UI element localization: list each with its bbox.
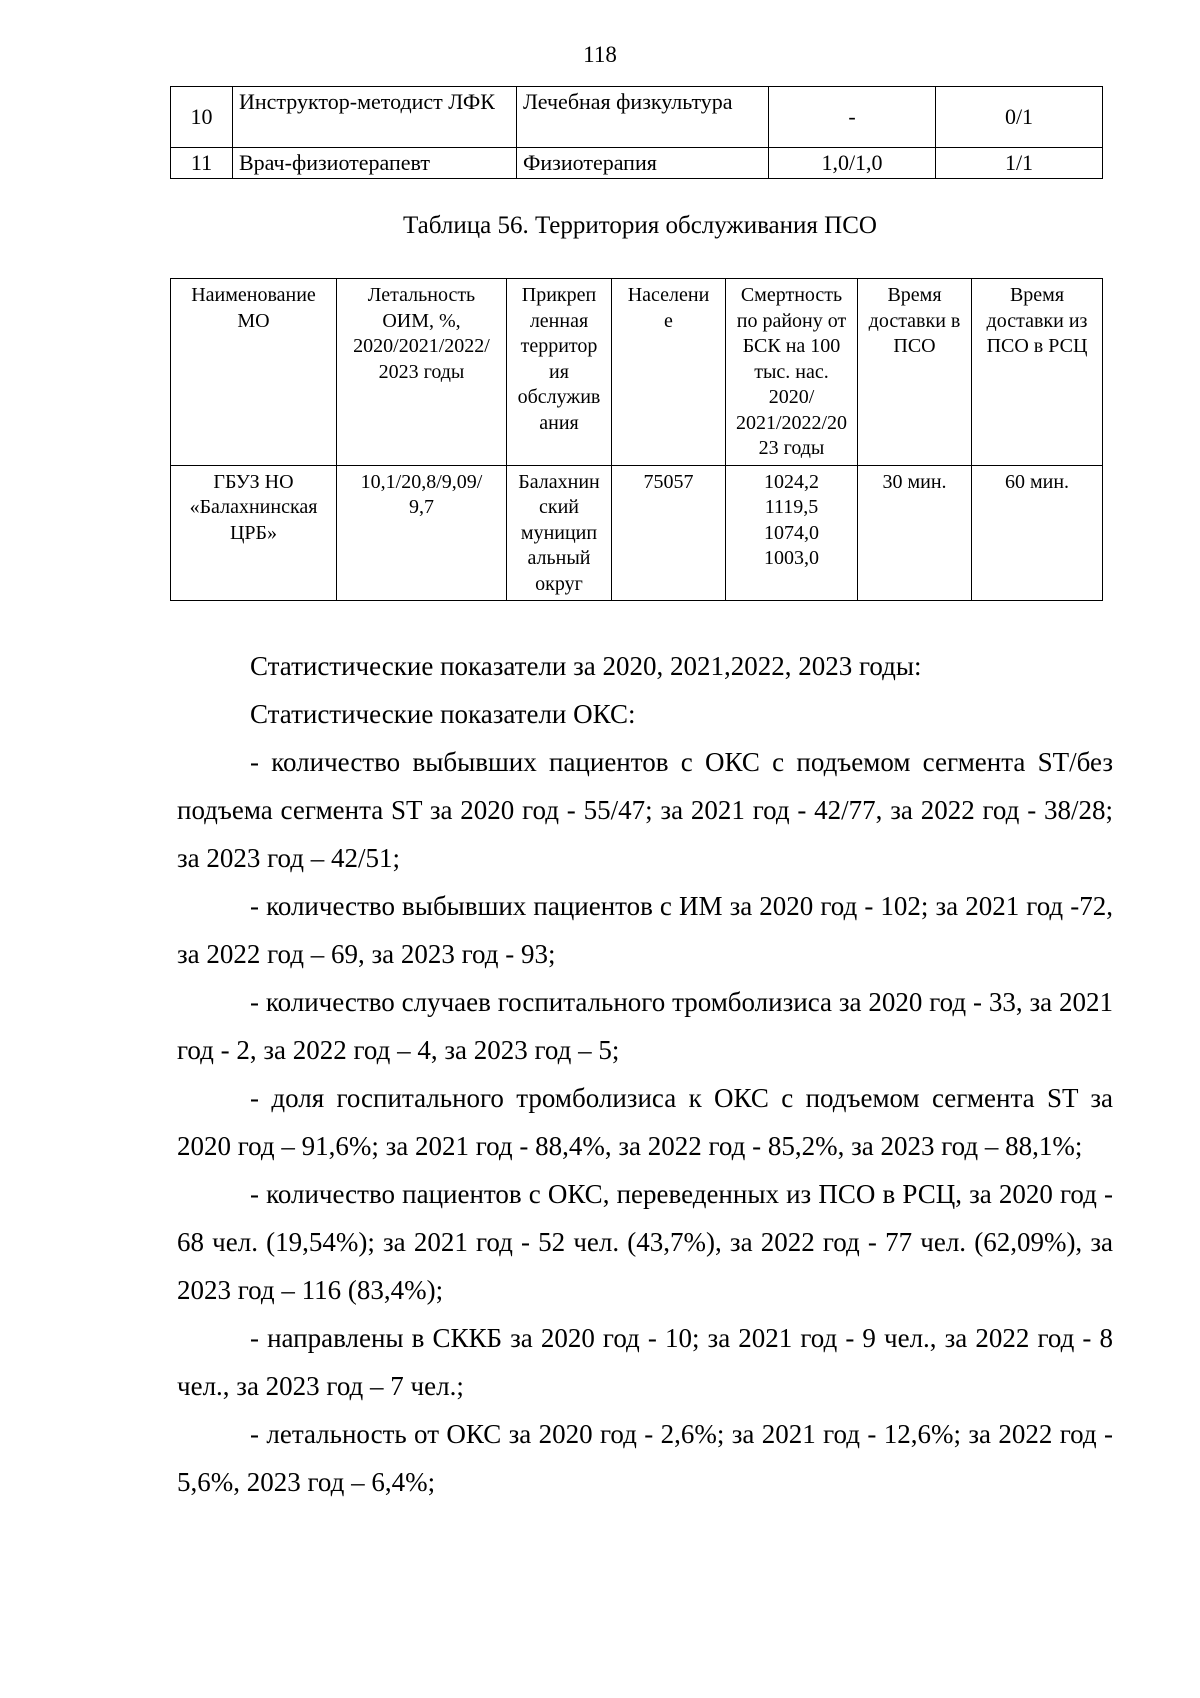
header-bsk-mortality: Смертность по району от БСК на 100 тыс. нас. 2020/ 2021/2022/20 23 годы — [726, 279, 858, 466]
header-delivery-to-rsc: Время доставки из ПСО в РСЦ — [972, 279, 1103, 466]
cell-delivery-to-rsc: 60 мин. — [972, 465, 1103, 601]
body-text — [177, 642, 1113, 1506]
paragraph: - количество пациентов с ОКС, переведенных из ПСО в РСЦ, за 2020 год - 68 чел. (19,54%); за 2021 год - 52 чел. (43,7%), за 2022 год - 77 чел. (62,09%), за 2023 год – 116 (83,4%); — [177, 1179, 1113, 1305]
page-number: 118 — [583, 42, 617, 67]
header-territory: Прикреп ленная территор ия обслужив ания — [507, 279, 612, 466]
table-row — [171, 87, 1103, 148]
table-caption: Таблица 56. Территория обслуживания ПСО — [403, 212, 877, 239]
table-header-row — [171, 279, 1103, 466]
header-mo-name: Наименование МО — [171, 279, 337, 466]
table-row — [171, 465, 1103, 601]
specialty-cell: Лечебная физкультура — [517, 87, 769, 148]
table-row — [171, 148, 1103, 179]
specialty-cell: Физиотерапия — [517, 148, 769, 179]
position-cell: Инструктор-методист ЛФК — [233, 87, 517, 148]
paragraph: - количество выбывших пациентов с ОКС с подъемом сегмента ST/без подъема сегмента ST за 2020 год - 55/47; за 2021 год - 42/77, за 2022 год - 38/28; за 2023 год – 42/51; — [177, 747, 1113, 873]
count-cell: 1/1 — [936, 148, 1103, 179]
row-number: 10 — [171, 87, 233, 148]
header-mortality-oim: Летальность ОИМ, %, 2020/2021/2022/ 2023 годы — [337, 279, 507, 466]
paragraph: - направлены в СККБ за 2020 год - 10; за 2021 год - 9 чел., за 2022 год - 8 чел., за 2023 год – 7 чел.; — [177, 1323, 1113, 1401]
paragraph: Статистические показатели за 2020, 2021,2022, 2023 годы: — [250, 651, 922, 681]
paragraph: - доля госпитального тромболизиса к ОКС с подъемом сегмента ST за 2020 год – 91,6%; за 2021 год - 88,4%, за 2022 год - 85,2%, за 2023 год – 88,1%; — [177, 1083, 1113, 1161]
rate-cell: - — [769, 87, 936, 148]
header-delivery-to-pso: Время доставки в ПСО — [858, 279, 972, 466]
paragraph: - количество случаев госпитального тромболизиса за 2020 год - 33, за 2021 год - 2, за 2022 год – 4, за 2023 год – 5; — [177, 987, 1113, 1065]
position-cell: Врач-физиотерапевт — [233, 148, 517, 179]
cell-mo-name: ГБУЗ НО «Балахнинская ЦРБ» — [171, 465, 337, 601]
cell-bsk-mortality: 1024,2 1119,5 1074,0 1003,0 — [726, 465, 858, 601]
paragraph: - количество выбывших пациентов с ИМ за 2020 год - 102; за 2021 год -72, за 2022 год – 69, за 2023 год - 93; — [177, 891, 1113, 969]
row-number: 11 — [171, 148, 233, 179]
cell-delivery-to-pso: 30 мин. — [858, 465, 972, 601]
count-cell: 0/1 — [936, 87, 1103, 148]
rate-cell: 1,0/1,0 — [769, 148, 936, 179]
cell-population: 75057 — [612, 465, 726, 601]
paragraph: - летальность от ОКС за 2020 год - 2,6%; за 2021 год - 12,6%; за 2022 год - 5,6%, 2023 год – 6,4%; — [177, 1419, 1113, 1497]
cell-mortality-oim: 10,1/20,8/9,09/ 9,7 — [337, 465, 507, 601]
paragraph: Статистические показатели ОКС: — [250, 699, 636, 729]
cell-territory: Балахнин ский муницип альный округ — [507, 465, 612, 601]
pso-territory-table — [170, 278, 1103, 601]
header-population: Населени е — [612, 279, 726, 466]
staff-table — [170, 86, 1103, 179]
